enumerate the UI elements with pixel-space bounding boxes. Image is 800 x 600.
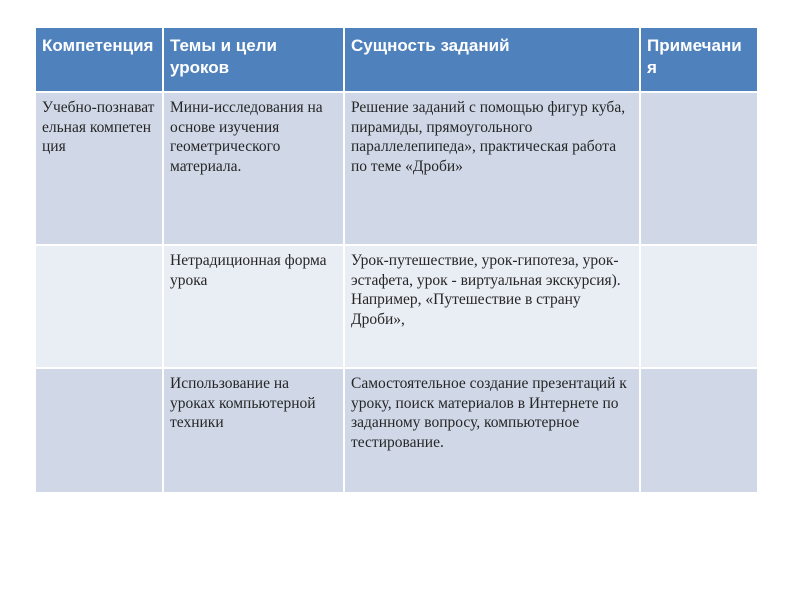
cell-essence: Решение заданий с помощью фигур куба, пирамиды, прямоугольного параллелепипеда», практическая работа по теме «Дроби»	[344, 92, 640, 245]
table-header-row	[35, 27, 758, 92]
cell-essence: Урок-путешествие, урок-гипотеза, урок-эстафета, урок - виртуальная экскурсия). Например, «Путешествие в страну Дроби»,	[344, 245, 640, 368]
header-competence: Компетенция	[35, 27, 163, 92]
cell-competence	[35, 368, 163, 493]
cell-note	[640, 92, 758, 245]
cell-note	[640, 245, 758, 368]
cell-competence: Учебно-познавательная компетенция	[35, 92, 163, 245]
cell-note	[640, 368, 758, 493]
table-row	[35, 92, 758, 245]
header-topics: Темы и цели уроков	[163, 27, 344, 92]
competence-table	[34, 26, 759, 494]
cell-competence	[35, 245, 163, 368]
table-row	[35, 368, 758, 493]
header-essence: Сущность заданий	[344, 27, 640, 92]
header-notes: Примечания	[640, 27, 758, 92]
table-row	[35, 245, 758, 368]
cell-essence: Самостоятельное создание презентаций к уроку, поиск материалов в Интернете по заданному вопросу, компьютерное тестирование.	[344, 368, 640, 493]
cell-topic: Нетрадиционная форма урока	[163, 245, 344, 368]
cell-topic: Использование на уроках компьютерной техники	[163, 368, 344, 493]
cell-topic: Мини-исследования на основе изучения геометрического материала.	[163, 92, 344, 245]
